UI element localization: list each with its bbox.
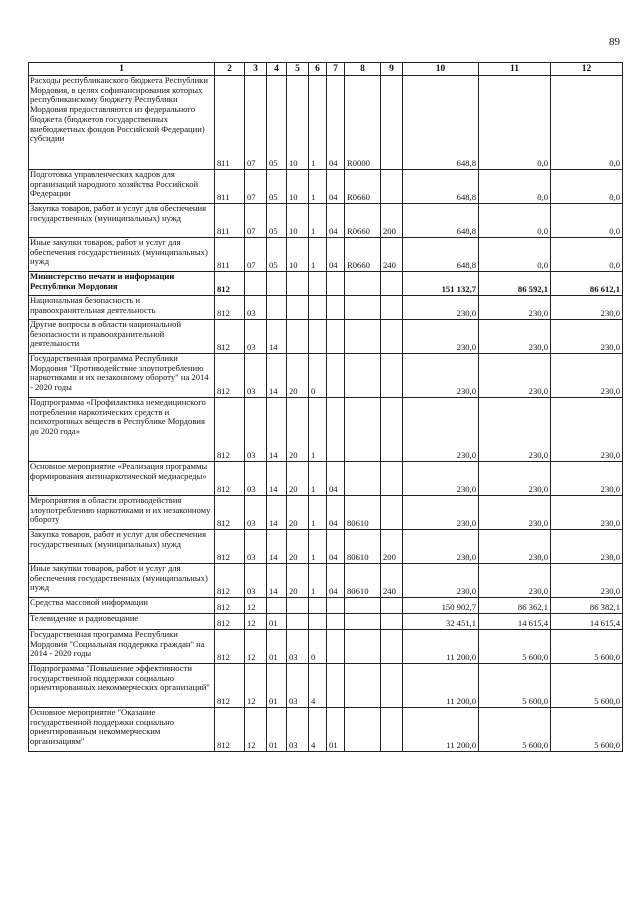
- budget-table: [28, 62, 623, 752]
- code-cell: 05: [267, 204, 287, 238]
- code-cell: [309, 296, 327, 320]
- amount-cell: 14 615,4: [551, 614, 623, 630]
- table-row: [29, 614, 623, 630]
- code-cell: [345, 296, 381, 320]
- amount-cell: 0,0: [479, 76, 551, 170]
- amount-cell: 648,8: [403, 204, 479, 238]
- code-cell: 07: [245, 238, 267, 272]
- amount-cell: 230,0: [551, 296, 623, 320]
- row-description: Национальная безопасность и правоохранительная деятельность: [29, 296, 215, 320]
- code-cell: 240: [381, 238, 403, 272]
- table-row: [29, 398, 623, 462]
- code-cell: [381, 354, 403, 398]
- amount-cell: 230,0: [403, 530, 479, 564]
- code-cell: 0: [309, 630, 327, 664]
- code-cell: R0660: [345, 238, 381, 272]
- row-description: Закупка товаров, работ и услуг для обеспечения государственных (муниципальных) нужд: [29, 530, 215, 564]
- code-cell: [381, 296, 403, 320]
- column-header: 10: [403, 63, 479, 76]
- code-cell: 812: [215, 664, 245, 708]
- code-cell: 03: [287, 630, 309, 664]
- column-header: 12: [551, 63, 623, 76]
- code-cell: [309, 272, 327, 296]
- amount-cell: 86 362,1: [479, 598, 551, 614]
- code-cell: 07: [245, 170, 267, 204]
- code-cell: 812: [215, 320, 245, 354]
- column-header: 5: [287, 63, 309, 76]
- code-cell: [381, 76, 403, 170]
- code-cell: 80610: [345, 496, 381, 530]
- code-cell: 811: [215, 238, 245, 272]
- amount-cell: 150 902,7: [403, 598, 479, 614]
- table-row: [29, 708, 623, 752]
- code-cell: 1: [309, 496, 327, 530]
- code-cell: 04: [327, 530, 345, 564]
- table-row: [29, 462, 623, 496]
- amount-cell: 230,0: [403, 320, 479, 354]
- amount-cell: 0,0: [551, 238, 623, 272]
- code-cell: [327, 630, 345, 664]
- code-cell: [327, 398, 345, 462]
- code-cell: [381, 398, 403, 462]
- amount-cell: 230,0: [551, 354, 623, 398]
- table-row: [29, 598, 623, 614]
- code-cell: 04: [327, 204, 345, 238]
- code-cell: [345, 354, 381, 398]
- amount-cell: 230,0: [551, 462, 623, 496]
- code-cell: 812: [215, 530, 245, 564]
- amount-cell: 230,0: [551, 564, 623, 598]
- code-cell: 04: [327, 496, 345, 530]
- code-cell: 812: [215, 630, 245, 664]
- code-cell: [287, 598, 309, 614]
- column-header: 4: [267, 63, 287, 76]
- amount-cell: 86 612,1: [551, 272, 623, 296]
- row-description: Мероприятия в области противодействия злоупотреблению наркотиками и их незаконному обороту: [29, 496, 215, 530]
- code-cell: [287, 296, 309, 320]
- code-cell: [287, 320, 309, 354]
- amount-cell: 230,0: [479, 354, 551, 398]
- column-header: 9: [381, 63, 403, 76]
- table-row: [29, 238, 623, 272]
- code-cell: 812: [215, 398, 245, 462]
- code-cell: 1: [309, 170, 327, 204]
- code-cell: 10: [287, 204, 309, 238]
- code-cell: 03: [245, 530, 267, 564]
- code-cell: [327, 320, 345, 354]
- column-header: 11: [479, 63, 551, 76]
- code-cell: 01: [267, 614, 287, 630]
- code-cell: [345, 320, 381, 354]
- code-cell: 812: [215, 614, 245, 630]
- amount-cell: 230,0: [551, 530, 623, 564]
- table-row: [29, 664, 623, 708]
- row-description: Расходы республиканского бюджета Республики Мордовия, в целях софинансирования которых республиканскому бюджету Республики Мордовия предоставляются из федерального бюджета (бюджетов государственных внебюджетных фондов Российской Федерации) субсидии: [29, 76, 215, 170]
- amount-cell: 230,0: [403, 462, 479, 496]
- code-cell: 1: [309, 398, 327, 462]
- code-cell: 10: [287, 170, 309, 204]
- amount-cell: 230,0: [479, 320, 551, 354]
- code-cell: 200: [381, 204, 403, 238]
- code-cell: 20: [287, 354, 309, 398]
- code-cell: 01: [267, 630, 287, 664]
- amount-cell: 14 615,4: [479, 614, 551, 630]
- table-row: [29, 76, 623, 170]
- code-cell: [267, 598, 287, 614]
- code-cell: 04: [327, 462, 345, 496]
- code-cell: 03: [287, 708, 309, 752]
- code-cell: 07: [245, 76, 267, 170]
- code-cell: [381, 664, 403, 708]
- code-cell: [327, 614, 345, 630]
- code-cell: 07: [245, 204, 267, 238]
- header-row: [29, 63, 623, 76]
- code-cell: R0660: [345, 204, 381, 238]
- amount-cell: 0,0: [479, 204, 551, 238]
- row-description: Министерство печати и информации Республики Мордовия: [29, 272, 215, 296]
- code-cell: 14: [267, 564, 287, 598]
- code-cell: 14: [267, 462, 287, 496]
- code-cell: [309, 598, 327, 614]
- row-description: Основное мероприятие "Оказание государственной поддержки социально ориентированным некоммерческим организациям": [29, 708, 215, 752]
- code-cell: [381, 170, 403, 204]
- amount-cell: 5 600,0: [479, 664, 551, 708]
- amount-cell: 0,0: [551, 204, 623, 238]
- code-cell: 20: [287, 462, 309, 496]
- code-cell: [345, 398, 381, 462]
- amount-cell: 230,0: [479, 530, 551, 564]
- code-cell: [381, 496, 403, 530]
- code-cell: 0: [309, 354, 327, 398]
- code-cell: 20: [287, 398, 309, 462]
- amount-cell: 5 600,0: [479, 708, 551, 752]
- row-description: Основное мероприятие «Реализация программы формирования антинаркотической медиасреды»: [29, 462, 215, 496]
- code-cell: [381, 320, 403, 354]
- amount-cell: 230,0: [479, 564, 551, 598]
- code-cell: 20: [287, 530, 309, 564]
- amount-cell: 86 592,1: [479, 272, 551, 296]
- code-cell: 10: [287, 76, 309, 170]
- row-description: Телевидение и радиовещание: [29, 614, 215, 630]
- code-cell: 12: [245, 708, 267, 752]
- amount-cell: 11 200,0: [403, 708, 479, 752]
- code-cell: 12: [245, 614, 267, 630]
- code-cell: 4: [309, 664, 327, 708]
- column-header: 8: [345, 63, 381, 76]
- code-cell: 03: [245, 398, 267, 462]
- amount-cell: 86 382,1: [551, 598, 623, 614]
- code-cell: 812: [215, 462, 245, 496]
- code-cell: [309, 320, 327, 354]
- amount-cell: 32 451,1: [403, 614, 479, 630]
- amount-cell: 5 600,0: [551, 664, 623, 708]
- amount-cell: 648,8: [403, 76, 479, 170]
- row-description: Подготовка управленческих кадров для организаций народного хозяйства Российской Федерации: [29, 170, 215, 204]
- code-cell: 812: [215, 354, 245, 398]
- row-description: Подпрограмма «Профилактика немедицинского потребления наркотических средств и психотропных веществ в Республике Мордовия до 2020 года»: [29, 398, 215, 462]
- row-description: Государственная программа Республики Мордовия "Противодействие злоупотреблению наркотиками и их незаконному обороту" на 2014 - 2020 годы: [29, 354, 215, 398]
- column-header: 2: [215, 63, 245, 76]
- code-cell: 1: [309, 204, 327, 238]
- table-row: [29, 530, 623, 564]
- table-row: [29, 564, 623, 598]
- amount-cell: 230,0: [479, 398, 551, 462]
- table-row: [29, 320, 623, 354]
- code-cell: 14: [267, 398, 287, 462]
- amount-cell: 230,0: [403, 564, 479, 598]
- amount-cell: 230,0: [551, 320, 623, 354]
- code-cell: 05: [267, 76, 287, 170]
- code-cell: 20: [287, 496, 309, 530]
- code-cell: 80610: [345, 564, 381, 598]
- row-description: Другие вопросы в области национальной безопасности и правоохранительной деятельности: [29, 320, 215, 354]
- amount-cell: 11 200,0: [403, 630, 479, 664]
- code-cell: [381, 708, 403, 752]
- amount-cell: 151 132,7: [403, 272, 479, 296]
- code-cell: 811: [215, 170, 245, 204]
- code-cell: [381, 462, 403, 496]
- code-cell: R0000: [345, 76, 381, 170]
- amount-cell: 230,0: [479, 496, 551, 530]
- code-cell: [345, 664, 381, 708]
- column-header: 3: [245, 63, 267, 76]
- code-cell: 4: [309, 708, 327, 752]
- code-cell: 03: [245, 320, 267, 354]
- code-cell: 05: [267, 238, 287, 272]
- code-cell: 04: [327, 238, 345, 272]
- code-cell: 80610: [345, 530, 381, 564]
- table-row: [29, 170, 623, 204]
- amount-cell: 230,0: [403, 354, 479, 398]
- code-cell: [267, 272, 287, 296]
- amount-cell: 230,0: [479, 296, 551, 320]
- column-header: 7: [327, 63, 345, 76]
- code-cell: 20: [287, 564, 309, 598]
- code-cell: [267, 296, 287, 320]
- code-cell: [345, 614, 381, 630]
- amount-cell: 230,0: [479, 462, 551, 496]
- code-cell: 1: [309, 238, 327, 272]
- table-body: [29, 76, 623, 752]
- amount-cell: 0,0: [551, 170, 623, 204]
- amount-cell: 0,0: [479, 170, 551, 204]
- code-cell: 240: [381, 564, 403, 598]
- code-cell: [381, 614, 403, 630]
- amount-cell: 230,0: [551, 398, 623, 462]
- code-cell: [381, 630, 403, 664]
- code-cell: 10: [287, 238, 309, 272]
- amount-cell: 230,0: [551, 496, 623, 530]
- code-cell: [309, 614, 327, 630]
- code-cell: 03: [287, 664, 309, 708]
- code-cell: [345, 598, 381, 614]
- row-description: Средства массовой информации: [29, 598, 215, 614]
- code-cell: [327, 664, 345, 708]
- amount-cell: 5 600,0: [551, 630, 623, 664]
- table-row: [29, 354, 623, 398]
- column-header: 1: [29, 63, 215, 76]
- code-cell: 812: [215, 296, 245, 320]
- code-cell: R0660: [345, 170, 381, 204]
- code-cell: 03: [245, 296, 267, 320]
- amount-cell: 230,0: [403, 398, 479, 462]
- table-row: [29, 204, 623, 238]
- code-cell: 14: [267, 496, 287, 530]
- code-cell: 812: [215, 496, 245, 530]
- row-description: Закупка товаров, работ и услуг для обеспечения государственных (муниципальных) нужд: [29, 204, 215, 238]
- code-cell: 1: [309, 462, 327, 496]
- code-cell: 14: [267, 530, 287, 564]
- code-cell: [381, 598, 403, 614]
- amount-cell: 5 600,0: [479, 630, 551, 664]
- code-cell: [327, 598, 345, 614]
- code-cell: [381, 272, 403, 296]
- code-cell: 01: [327, 708, 345, 752]
- column-header: 6: [309, 63, 327, 76]
- code-cell: 1: [309, 76, 327, 170]
- code-cell: [345, 708, 381, 752]
- code-cell: 200: [381, 530, 403, 564]
- code-cell: 12: [245, 664, 267, 708]
- table-row: [29, 496, 623, 530]
- code-cell: 1: [309, 530, 327, 564]
- row-description: Подпрограмма "Повышение эффективности государственной поддержки социально ориентированных некоммерческих организаций": [29, 664, 215, 708]
- code-cell: 04: [327, 564, 345, 598]
- amount-cell: 648,8: [403, 170, 479, 204]
- row-description: Иные закупки товаров, работ и услуг для обеспечения государственных (муниципальных) нужд: [29, 238, 215, 272]
- code-cell: [327, 354, 345, 398]
- code-cell: 14: [267, 354, 287, 398]
- code-cell: 03: [245, 564, 267, 598]
- amount-cell: 648,8: [403, 238, 479, 272]
- code-cell: 12: [245, 630, 267, 664]
- amount-cell: 230,0: [403, 496, 479, 530]
- amount-cell: 0,0: [479, 238, 551, 272]
- row-description: Иные закупки товаров, работ и услуг для обеспечения государственных (муниципальных) нужд: [29, 564, 215, 598]
- page-number: 89: [609, 36, 620, 48]
- amount-cell: 230,0: [403, 296, 479, 320]
- code-cell: [345, 272, 381, 296]
- table-row: [29, 630, 623, 664]
- code-cell: 1: [309, 564, 327, 598]
- code-cell: 812: [215, 564, 245, 598]
- code-cell: 01: [267, 708, 287, 752]
- code-cell: [345, 630, 381, 664]
- code-cell: 03: [245, 354, 267, 398]
- code-cell: 811: [215, 76, 245, 170]
- amount-cell: 11 200,0: [403, 664, 479, 708]
- amount-cell: 0,0: [551, 76, 623, 170]
- code-cell: [327, 272, 345, 296]
- code-cell: [287, 614, 309, 630]
- code-cell: 04: [327, 170, 345, 204]
- code-cell: [245, 272, 267, 296]
- code-cell: 14: [267, 320, 287, 354]
- row-description: Государственная программа Республики Мордовия "Социальная поддержка граждан" на 2014 - 2020 годы: [29, 630, 215, 664]
- code-cell: 812: [215, 708, 245, 752]
- code-cell: 811: [215, 204, 245, 238]
- amount-cell: 5 600,0: [551, 708, 623, 752]
- code-cell: [327, 296, 345, 320]
- code-cell: [345, 462, 381, 496]
- code-cell: 01: [267, 664, 287, 708]
- code-cell: 05: [267, 170, 287, 204]
- code-cell: 04: [327, 76, 345, 170]
- code-cell: 812: [215, 272, 245, 296]
- code-cell: 12: [245, 598, 267, 614]
- code-cell: 812: [215, 598, 245, 614]
- code-cell: 03: [245, 462, 267, 496]
- table-row: [29, 272, 623, 296]
- code-cell: 03: [245, 496, 267, 530]
- code-cell: [287, 272, 309, 296]
- table-row: [29, 296, 623, 320]
